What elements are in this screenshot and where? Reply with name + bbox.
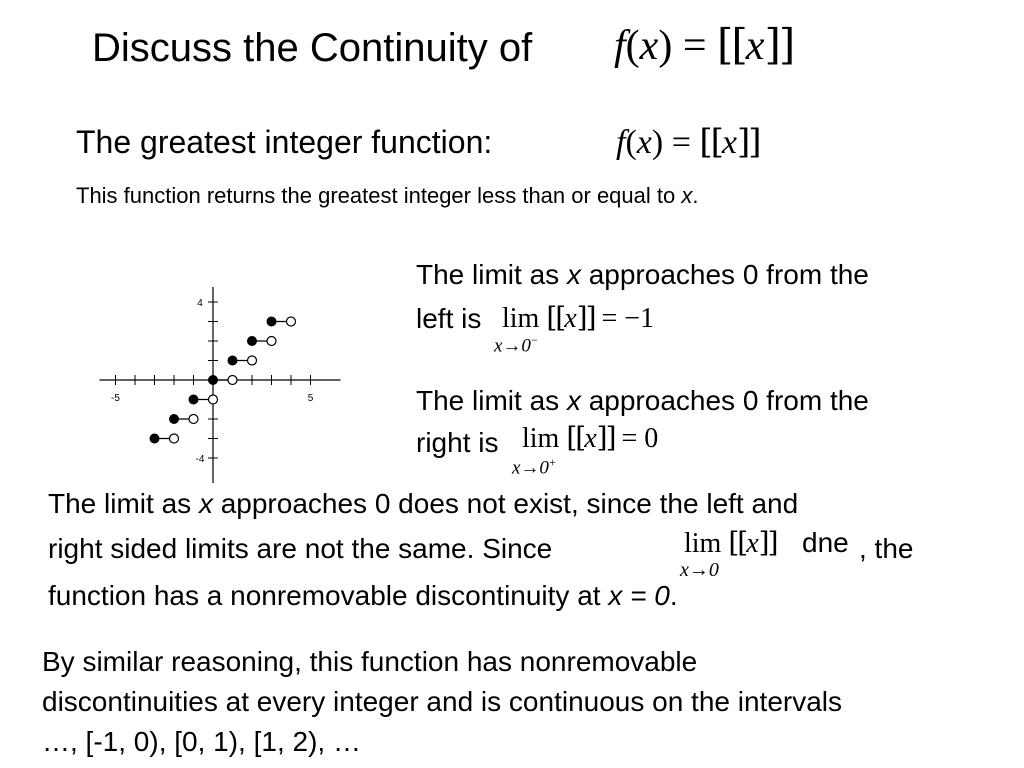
right-limit-lim: lim — [522, 423, 560, 454]
conclusion-suffix: approaches 0 does not exist, since the left and — [220, 488, 799, 519]
x-tick-label: 5 — [307, 393, 314, 404]
x-tick-label: -5 — [111, 393, 120, 404]
open-endpoint — [170, 434, 179, 443]
title-formula-rbracket: ]] — [764, 20, 794, 69]
definition-formula-rbracket: ]] — [737, 122, 760, 162]
right-limit-approach-text: x→0 — [512, 457, 549, 479]
right-limit-line2: right is — [416, 427, 499, 458]
left-limit-x: x — [564, 303, 577, 334]
conclusion-line2: right sided limits are not the same. Since — [48, 533, 553, 564]
definition-formula — [616, 122, 760, 162]
definition-description — [76, 183, 698, 209]
left-limit-approach-sup: − — [530, 333, 538, 347]
definition-description-period: . — [692, 183, 699, 208]
right-limit-x: x — [584, 423, 597, 454]
open-endpoint — [228, 376, 237, 385]
definition-description-var: x — [681, 183, 693, 208]
title-formula-lbracket: [[ — [717, 20, 746, 69]
title-text: Discuss the Continuity of — [92, 26, 533, 70]
right-limit-prefix: The limit as — [416, 385, 560, 416]
right-limit-approach-sup: + — [548, 455, 556, 469]
conclusion-prefix: The limit as — [48, 488, 192, 519]
left-limit-var: x — [566, 259, 581, 290]
conclusion-period: . — [669, 580, 678, 611]
definition-formula-lparen: ( — [625, 124, 637, 161]
right-limit-expression — [522, 421, 658, 455]
conclusion-x: x — [746, 528, 759, 559]
left-limit-approach — [494, 333, 538, 357]
conclusion-var: x — [198, 488, 213, 519]
right-limit-approach — [512, 455, 556, 479]
y-tick-label: 4 — [197, 298, 203, 309]
conclusion-limit-expression — [684, 526, 777, 560]
conclusion-lim: lim — [684, 528, 722, 559]
right-limit-var: x — [566, 385, 581, 416]
title-formula-x-inner: x — [745, 23, 765, 69]
left-limit-rbracket: ]] — [576, 301, 595, 334]
left-limit-expression — [502, 301, 654, 335]
conclusion-approach — [680, 559, 719, 582]
conclusion-approach-text: x→0 — [680, 559, 719, 581]
closed-endpoint — [170, 415, 179, 424]
definition-label: The greatest integer function: — [76, 124, 493, 160]
definition-description-text: This function returns the greatest integer less than or equal to — [76, 183, 676, 208]
open-endpoint — [189, 415, 198, 424]
definition-formula-rparen: ) — [651, 124, 664, 161]
open-endpoint — [209, 395, 218, 404]
definition-formula-lbracket: [[ — [699, 122, 722, 162]
closed-endpoint — [209, 376, 218, 385]
title-formula-equals: = — [682, 23, 707, 69]
conclusion-line2-suffix: , the — [859, 533, 914, 564]
page-title — [92, 26, 532, 71]
title-formula-lparen: ( — [625, 23, 640, 69]
open-endpoint — [248, 356, 257, 365]
right-limit-suffix: approaches 0 from the — [588, 385, 869, 416]
definition-formula-x: x — [636, 124, 652, 161]
conclusion-line1 — [48, 488, 798, 520]
conclusion-line3-text: function has a nonremovable discontinuity at — [48, 580, 601, 611]
graph-axes — [100, 287, 341, 483]
closed-endpoint — [150, 434, 159, 443]
closed-endpoint — [267, 317, 276, 326]
conclusion-line3 — [48, 580, 678, 612]
right-limit-rbracket: ]] — [596, 421, 615, 454]
summary-line1: By similar reasoning, this function has nonremovable — [42, 646, 698, 677]
summary-line3: …, [-1, 0), [0, 1), [1, 2), … — [42, 726, 361, 757]
step-function-graph — [92, 285, 352, 485]
conclusion-lbracket: [[ — [728, 526, 747, 559]
closed-endpoint — [248, 337, 257, 346]
conclusion-point: x = 0 — [608, 580, 670, 611]
summary-line2: discontinuities at every integer and is continuous on the intervals — [42, 686, 843, 717]
closed-endpoint — [189, 395, 198, 404]
title-formula-rparen: ) — [658, 23, 673, 69]
open-endpoint — [267, 337, 276, 346]
title-formula-x: x — [639, 23, 659, 69]
conclusion-rbracket: ]] — [758, 526, 777, 559]
y-tick-label: -4 — [195, 454, 205, 465]
right-limit-line1 — [416, 385, 869, 417]
left-limit-lim: lim — [502, 303, 540, 334]
left-limit-line1 — [416, 259, 869, 291]
definition-formula-f: f — [616, 124, 626, 161]
right-limit-lbracket: [[ — [566, 421, 585, 454]
conclusion-dne: dne — [802, 527, 849, 558]
definition-formula-x-inner: x — [721, 124, 738, 161]
left-limit-prefix: The limit as — [416, 259, 560, 290]
right-limit-value: = 0 — [621, 423, 659, 454]
left-limit-value: = −1 — [601, 303, 655, 334]
open-endpoint — [287, 317, 296, 326]
title-formula — [614, 20, 793, 70]
left-limit-suffix: approaches 0 from the — [588, 259, 869, 290]
closed-endpoint — [228, 356, 237, 365]
left-limit-line2: left is — [416, 303, 482, 334]
definition-formula-equals: = — [671, 124, 691, 161]
left-limit-lbracket: [[ — [546, 301, 565, 334]
title-formula-f: f — [614, 23, 626, 69]
left-limit-approach-text: x→0 — [494, 335, 531, 357]
